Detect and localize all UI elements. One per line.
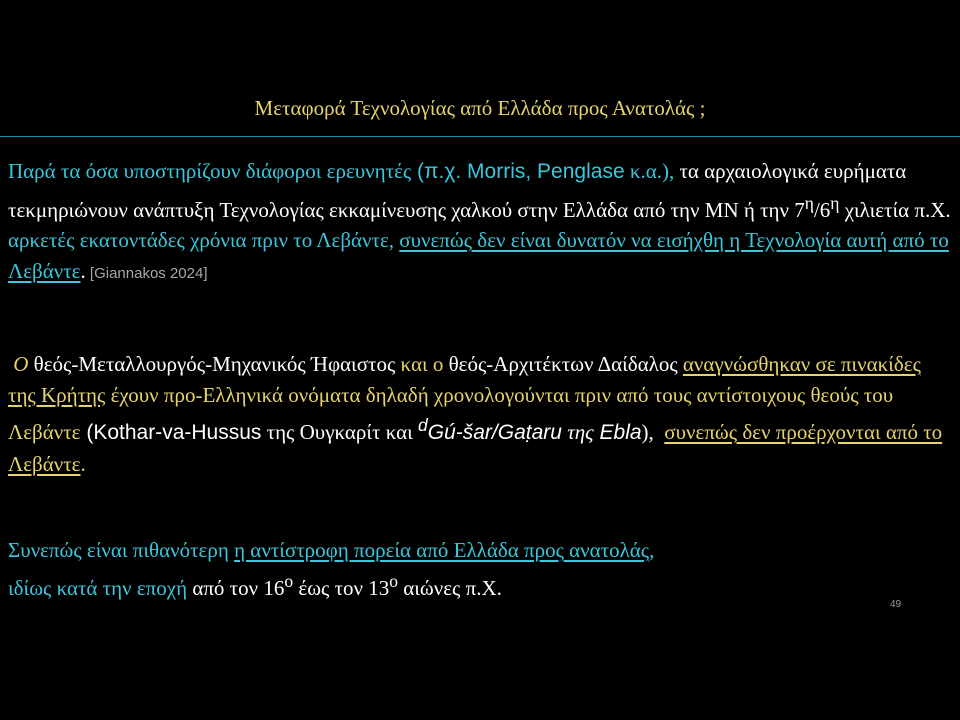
p2-sup-d: d [418,415,428,435]
p3-from: από τον 16 [187,575,285,600]
p2-close: ), [641,420,654,444]
p3-to: έως τον 13 [293,575,390,600]
p1-sup-2: η [830,192,840,213]
p2-article: Ο [13,352,29,376]
p2-ugarit: της Ουγκαρίτ και [261,420,413,444]
slide-title: Μεταφορά Τεχνολογίας από Ελλάδα προς Ανατολάς ; [254,96,706,120]
p1-millennium: χιλιετία π.Χ. [839,197,951,222]
page-number: 49 [890,599,902,610]
p2-ebla: Ebla [593,421,642,444]
p1-slash: /6 [813,197,831,222]
p2-gusar: Gú-šar/Gaṭaru [427,421,562,444]
p1-examples: (π.χ. Morris, Penglase [411,160,625,183]
p2-and: και ο [395,352,444,376]
p2-period: . [80,451,86,476]
p1-conclusion: συνεπώς δεν είναι δυνατόν να εισήχθη η Τεχνολογία αυτή από το Λεβάντε [8,228,949,283]
p2-names: έχουν προ-Ελληνικά ονόματα δηλαδή χρονολογούνται πριν από τους αντίστοιχους θεούς του Λεβάντε [8,382,894,444]
p2-hephaestus: θεός-Μεταλλουργός-Μηχανικός Ήφαιστος [28,352,396,376]
p1-period: . [80,258,86,283]
p3-intro: Συνεπώς είναι πιθανότερη [8,538,229,562]
paragraph-2 [8,349,952,479]
paragraph-1 [8,156,952,289]
p3-sup-2: ο [389,570,399,591]
p1-sup-1: η [804,192,814,213]
p1-centuries: αρκετές εκατοντάδες χρόνια πριν το Λεβάντε, [8,228,395,252]
p2-daedalus: θεός-Αρχιτέκτων Δαίδαλος [443,352,678,376]
p3-centuries: αιώνες π.Χ. [398,575,502,600]
p3-sup-1: ο [284,570,294,591]
paragraph-3 [8,535,952,603]
p2-kothar: (Kothar-va-Hussus [80,421,262,444]
p1-intro: Παρά τα όσα υποστηρίζουν διάφοροι ερευνητές [8,159,412,183]
p1-evidence: τα αρχαιολογικά ευρήματα τεκμηριώνουν ανάπτυξη Τεχνολογίας εκκαμίνευσης χαλκού στην Ελλάδα από την ΜΝ ή την 7 [8,159,907,222]
title-divider [0,136,960,137]
p3-comma: , [649,538,655,562]
p1-etc: κ.α.), [624,159,675,183]
p2-conclusion: συνεπώς δεν προέρχονται από το Λεβάντε [8,420,943,476]
p1-citation: [Giannakos 2024] [85,264,208,282]
p3-reverse: η αντίστροφη πορεία από Ελλάδα προς ανατολάς [234,538,650,562]
p3-era: ιδίως κατά την εποχή [8,575,188,600]
p2-tablets: αναγνώσθηκαν σε πινακίδες της Κρήτης [8,352,921,407]
p2-of: της [561,420,594,444]
